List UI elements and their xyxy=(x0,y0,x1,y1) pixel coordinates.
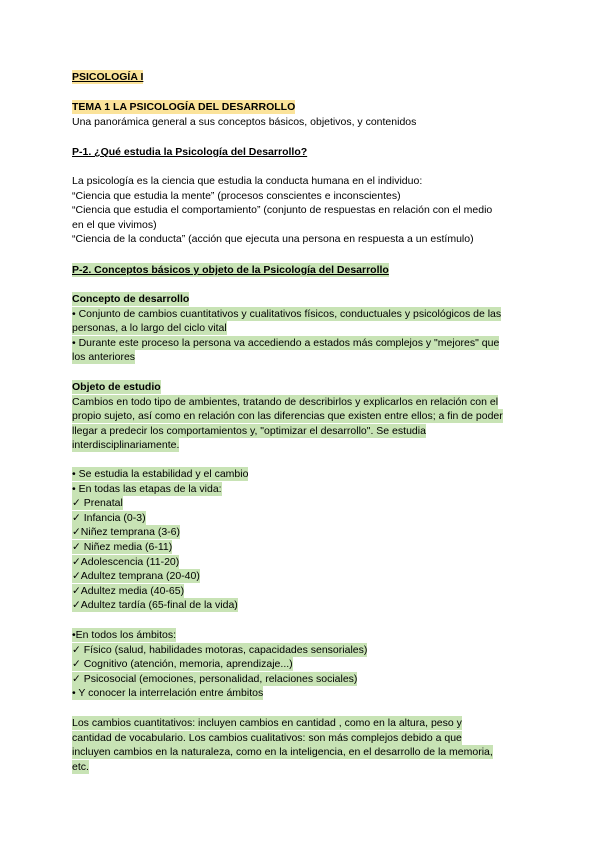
etapa-item: ✓Niñez temprana (3-6) xyxy=(72,526,181,539)
cambios-line: cantidad de vocabulario. Los cambios cualitativos: son más complejos debido a que xyxy=(72,731,462,744)
objeto-block xyxy=(72,380,532,453)
etapas-block xyxy=(72,467,532,613)
tema-subtitle: Una panorámica general a sus conceptos básicos, objetivos, y contenidos xyxy=(72,115,417,128)
concepto-line: • Durante este proceso la persona va accediendo a estados más complejos y "mejores" que xyxy=(72,336,500,349)
ambito-item: ✓ Físico (salud, habilidades motoras, capacidades sensoriales) xyxy=(72,643,368,656)
cambios-line: incluyen cambios en la naturaleza, como en la inteligencia, en el desarrollo de la memoria, xyxy=(72,746,493,759)
concepto-line: • Conjunto de cambios cuantitativos y cualitativos físicos, conductuales y psicológicos de las xyxy=(72,307,502,320)
etapa-item: ✓ Niñez media (6-11) xyxy=(72,540,173,553)
cambios-line: etc. xyxy=(72,760,89,773)
etapa-item: ✓Adultez temprana (20-40) xyxy=(72,570,200,583)
p1-body xyxy=(72,174,532,247)
tema-block xyxy=(72,100,532,129)
p1-line: “Ciencia de la conducta” (acción que ejecuta una persona en respuesta a un estímulo) xyxy=(72,233,474,246)
p1-line: “Ciencia que estudia la mente” (procesos conscientes e inconscientes) xyxy=(72,189,401,202)
etapas-line: • En todas las etapas de la vida: xyxy=(72,482,222,495)
etapa-item: ✓Adolescencia (11-20) xyxy=(72,555,180,568)
p1-line: La psicología es la ciencia que estudia la conducta humana en el individuo: xyxy=(72,175,423,187)
concepto-block xyxy=(72,292,532,365)
cambios-block xyxy=(72,716,532,774)
ambitos-block xyxy=(72,628,532,701)
objeto-heading: Objeto de estudio xyxy=(72,381,161,393)
etapa-item: ✓ Prenatal xyxy=(72,497,123,510)
course-title-block xyxy=(72,70,532,85)
etapa-item: ✓Adultez media (40-65) xyxy=(72,584,185,597)
p1-line: “Ciencia que estudia el comportamiento” (conjunto de respuestas en relación con el medio xyxy=(72,204,493,217)
ambito-item: ✓ Cognitivo (atención, memoria, aprendizaje...) xyxy=(72,658,293,671)
ambitos-line: • Y conocer la interrelación entre ámbitos xyxy=(72,687,264,700)
tema-title: TEMA 1 LA PSICOLOGÍA DEL DESARROLLO xyxy=(72,101,296,113)
ambito-item: ✓ Psicosocial (emociones, personalidad, relaciones sociales) xyxy=(72,672,358,685)
concepto-line: los anteriores xyxy=(72,351,136,364)
etapas-line: • Se estudia la estabilidad y el cambio xyxy=(72,468,249,480)
p2-heading-block xyxy=(72,263,532,278)
objeto-line: Cambios en todo tipo de ambientes, tratando de describirlos y explicarlos en relación con el xyxy=(72,395,499,408)
ambitos-line: •En todos los ámbitos: xyxy=(72,629,177,641)
p2-heading: P-2. Conceptos básicos y objeto de la Psicología del Desarrollo xyxy=(72,264,389,276)
p1-heading: P-1. ¿Qué estudia la Psicología del Desarrollo? xyxy=(72,146,308,158)
etapa-item: ✓Adultez tardía (65-final de la vida) xyxy=(72,599,238,612)
objeto-line: propio sujeto, así como en relación con las diferencias que existen entre ellos; a fin de poder xyxy=(72,410,503,423)
etapa-item: ✓ Infancia (0-3) xyxy=(72,511,146,524)
p1-heading-block xyxy=(72,145,532,160)
objeto-line: llegar a predecir los comportamientos y, "optimizar el desarrollo". Se estudia xyxy=(72,424,426,437)
concepto-line: personas, a lo largo del ciclo vital xyxy=(72,322,227,335)
p1-line: en el que vivimos) xyxy=(72,218,157,231)
cambios-line: Los cambios cuantitativos: incluyen cambios en cantidad , como en la altura, peso y xyxy=(72,717,462,729)
concepto-heading: Concepto de desarrollo xyxy=(72,293,190,305)
objeto-line: interdisciplinariamente. xyxy=(72,439,180,452)
course-title: PSICOLOGÍA I xyxy=(72,71,144,83)
